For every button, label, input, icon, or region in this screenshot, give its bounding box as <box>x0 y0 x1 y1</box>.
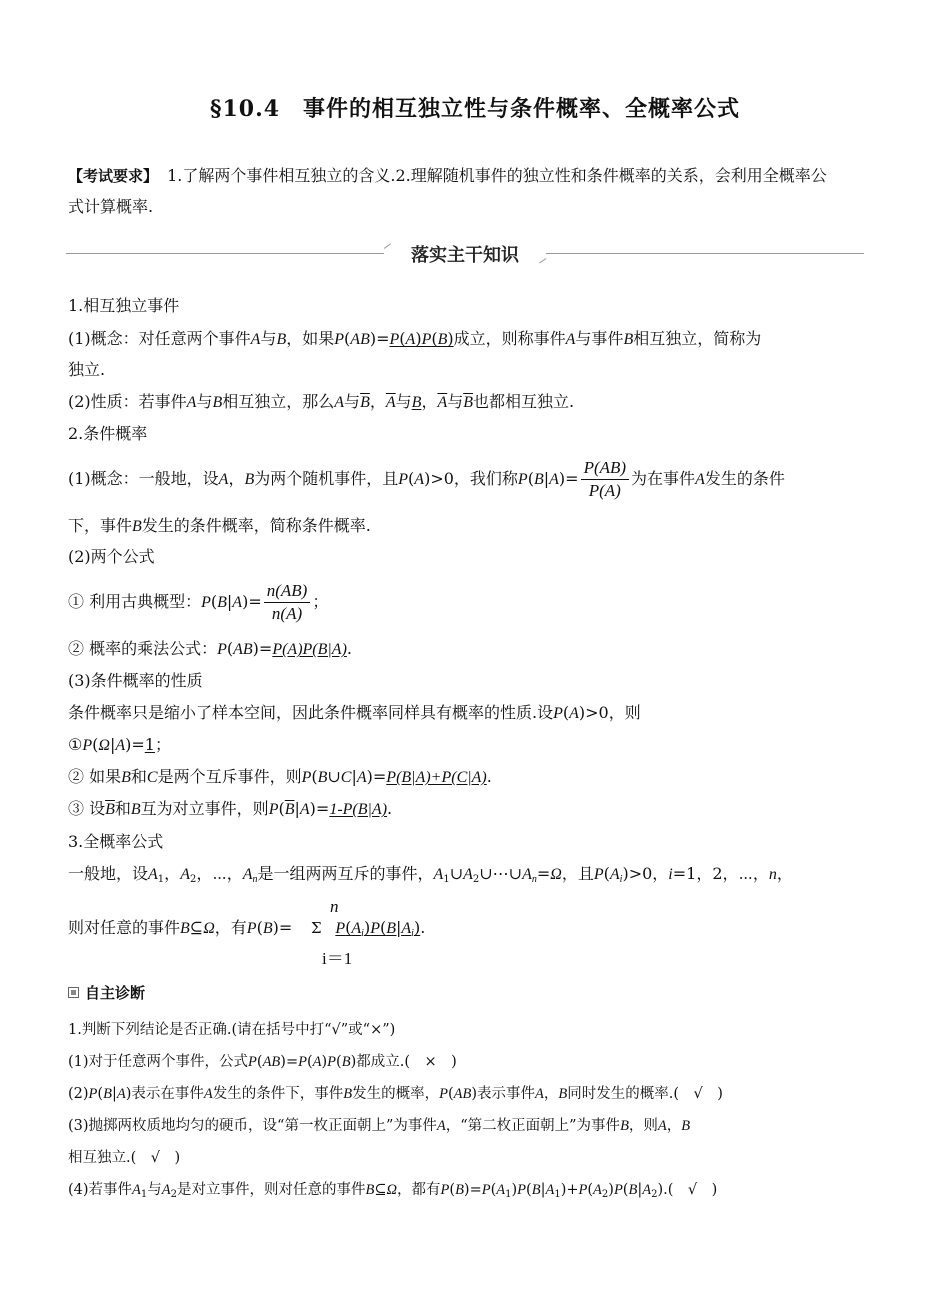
section-divider <box>66 238 864 268</box>
blank-answer: $P(A_i)P(B|A_i)$ <box>335 918 421 939</box>
s1-concept: (1)概念：对任意两个事件A与B，如果P(AB)=P(A)P(B)成立，则称事件A与事件B相互独立，简称为 <box>68 329 762 348</box>
requirement-line-1 <box>68 168 827 184</box>
s3-heading: 3.全概率公式 <box>68 832 164 851</box>
s2-formula-1: ① 利用古典概型：P(B|A)= $\frac{n(AB)}{n(A)}$ ； <box>68 581 329 623</box>
s2-heading: 2.条件概率 <box>68 424 148 443</box>
conditional-probability-fraction: $\frac{P(AB)}{P(A)}$ <box>581 458 629 501</box>
diagnosis-item-4: (4)若事件$A_1$与$A_2$是对立事件，则对任意的事件B⊆Ω，都有$P(B)=P(A_1)P(B|A_1)+P(A_2)P(B|A_2)$.( √ ) <box>68 1182 718 1200</box>
blank-answer: P(A)P(B|A) <box>272 641 347 658</box>
s2-concept-2: 下，事件B发生的条件概率，简称条件概率. <box>68 516 371 535</box>
diagnosis-item-3-cont: 相互独立.( √ ) <box>68 1150 181 1166</box>
s1-concept-2: 独立. <box>68 360 106 379</box>
s1-heading: 1.相互独立事件 <box>68 296 180 315</box>
requirement-text: 1.了解两个事件相互独立的含义.2.理解随机事件的独立性和条件概率的关系，会利用全概率公 <box>167 166 827 185</box>
classical-probability-fraction: $\frac{n(AB)}{n(A)}$ <box>264 581 311 624</box>
s3-line-2: 则对任意的事件B⊆Ω，有P(B)= Σ $P(A_i)P(B|A_i)$. <box>68 918 426 939</box>
blank-answer: B <box>411 394 422 411</box>
page-title: §10.4 事件的相互独立性与条件概率、全概率公式 <box>209 96 741 122</box>
blank-answer: 1 <box>144 735 155 754</box>
blank-answer: P(A)P(B) <box>389 329 454 348</box>
diagnosis-heading: 自主诊断 <box>68 982 145 1003</box>
diagnosis-question: 1.判断下列结论是否正确.(请在括号中打“√”或“×”) <box>68 1022 396 1038</box>
sigma-lower: i＝1 <box>322 949 353 968</box>
s2-two-formulas: (2)两个公式 <box>68 547 155 566</box>
diagnosis-item-1: (1)对于任意两个事件，公式P(AB)=P(A)P(B)都成立.( × ) <box>68 1054 457 1070</box>
diagnosis-item-3: (3)抛掷两枚质地均匀的硬币，设“第一枚正面朝上”为事件A，“第二枚正面朝上”为事件B，则A，B <box>68 1118 691 1134</box>
blank-answer: 1-P(B|A) <box>329 801 388 818</box>
s3-line-1: 一般地，设$A_1$，$A_2$，⋯，$A_n$是一组两两互斥的事件，$A_1\cup A_2\cup\cdots\cup A_n=\Omega$，且$P(A_i)>0$，i=1，2，⋯，n， <box>68 864 793 885</box>
diagnosis-item-2: (2)P(B|A)表示在事件A发生的条件下，事件B发生的概率，P(AB)表示事件A，B同时发生的概率.( √ ) <box>68 1086 723 1102</box>
requirement-text-2: 式计算概率. <box>68 197 154 216</box>
s2-prop-2: ② 如果B和C是两个互斥事件，则P(B∪C|A)=P(B|A)+P(C|A). <box>68 767 492 786</box>
s2-prop-3: ③ 设$\overline{B}$和B互为对立事件，则$P(\overline{B}|A)=1-P(B|A)$. <box>68 799 393 818</box>
s2-props-heading: (3)条件概率的性质 <box>68 671 203 690</box>
divider-line-right <box>546 253 864 254</box>
s2-props-intro: 条件概率只是缩小了样本空间，因此条件概率同样具有概率的性质.设P(A)>0，则 <box>68 703 641 722</box>
sigma-symbol: Σ <box>311 919 322 937</box>
s1-property: (2)性质：若事件A与B相互独立，那么A与$\overline{B}$，$\overline{A}$与B，$\overline{A}$与$\overline{B}$也都相互独立. <box>68 392 575 411</box>
sigma-upper: n <box>330 897 339 916</box>
section-title: 落实主干知识 <box>411 245 519 266</box>
blank-answer: P(B|A)+P(C|A) <box>386 769 487 786</box>
s2-concept: (1)概念：一般地，设A，B为两个随机事件，且P(A)>0，我们称P(B|A)= $\frac{P(AB)}{P(A)}$ 为在事件A发生的条件 <box>68 458 785 500</box>
s2-prop-1: ①P(Ω|A)=1； <box>68 735 171 754</box>
square-bullet-icon <box>68 987 79 998</box>
s2-formula-2: ② 概率的乘法公式：P(AB)=P(A)P(B|A). <box>68 639 352 658</box>
requirement-label: 【考试要求】 <box>68 167 159 185</box>
